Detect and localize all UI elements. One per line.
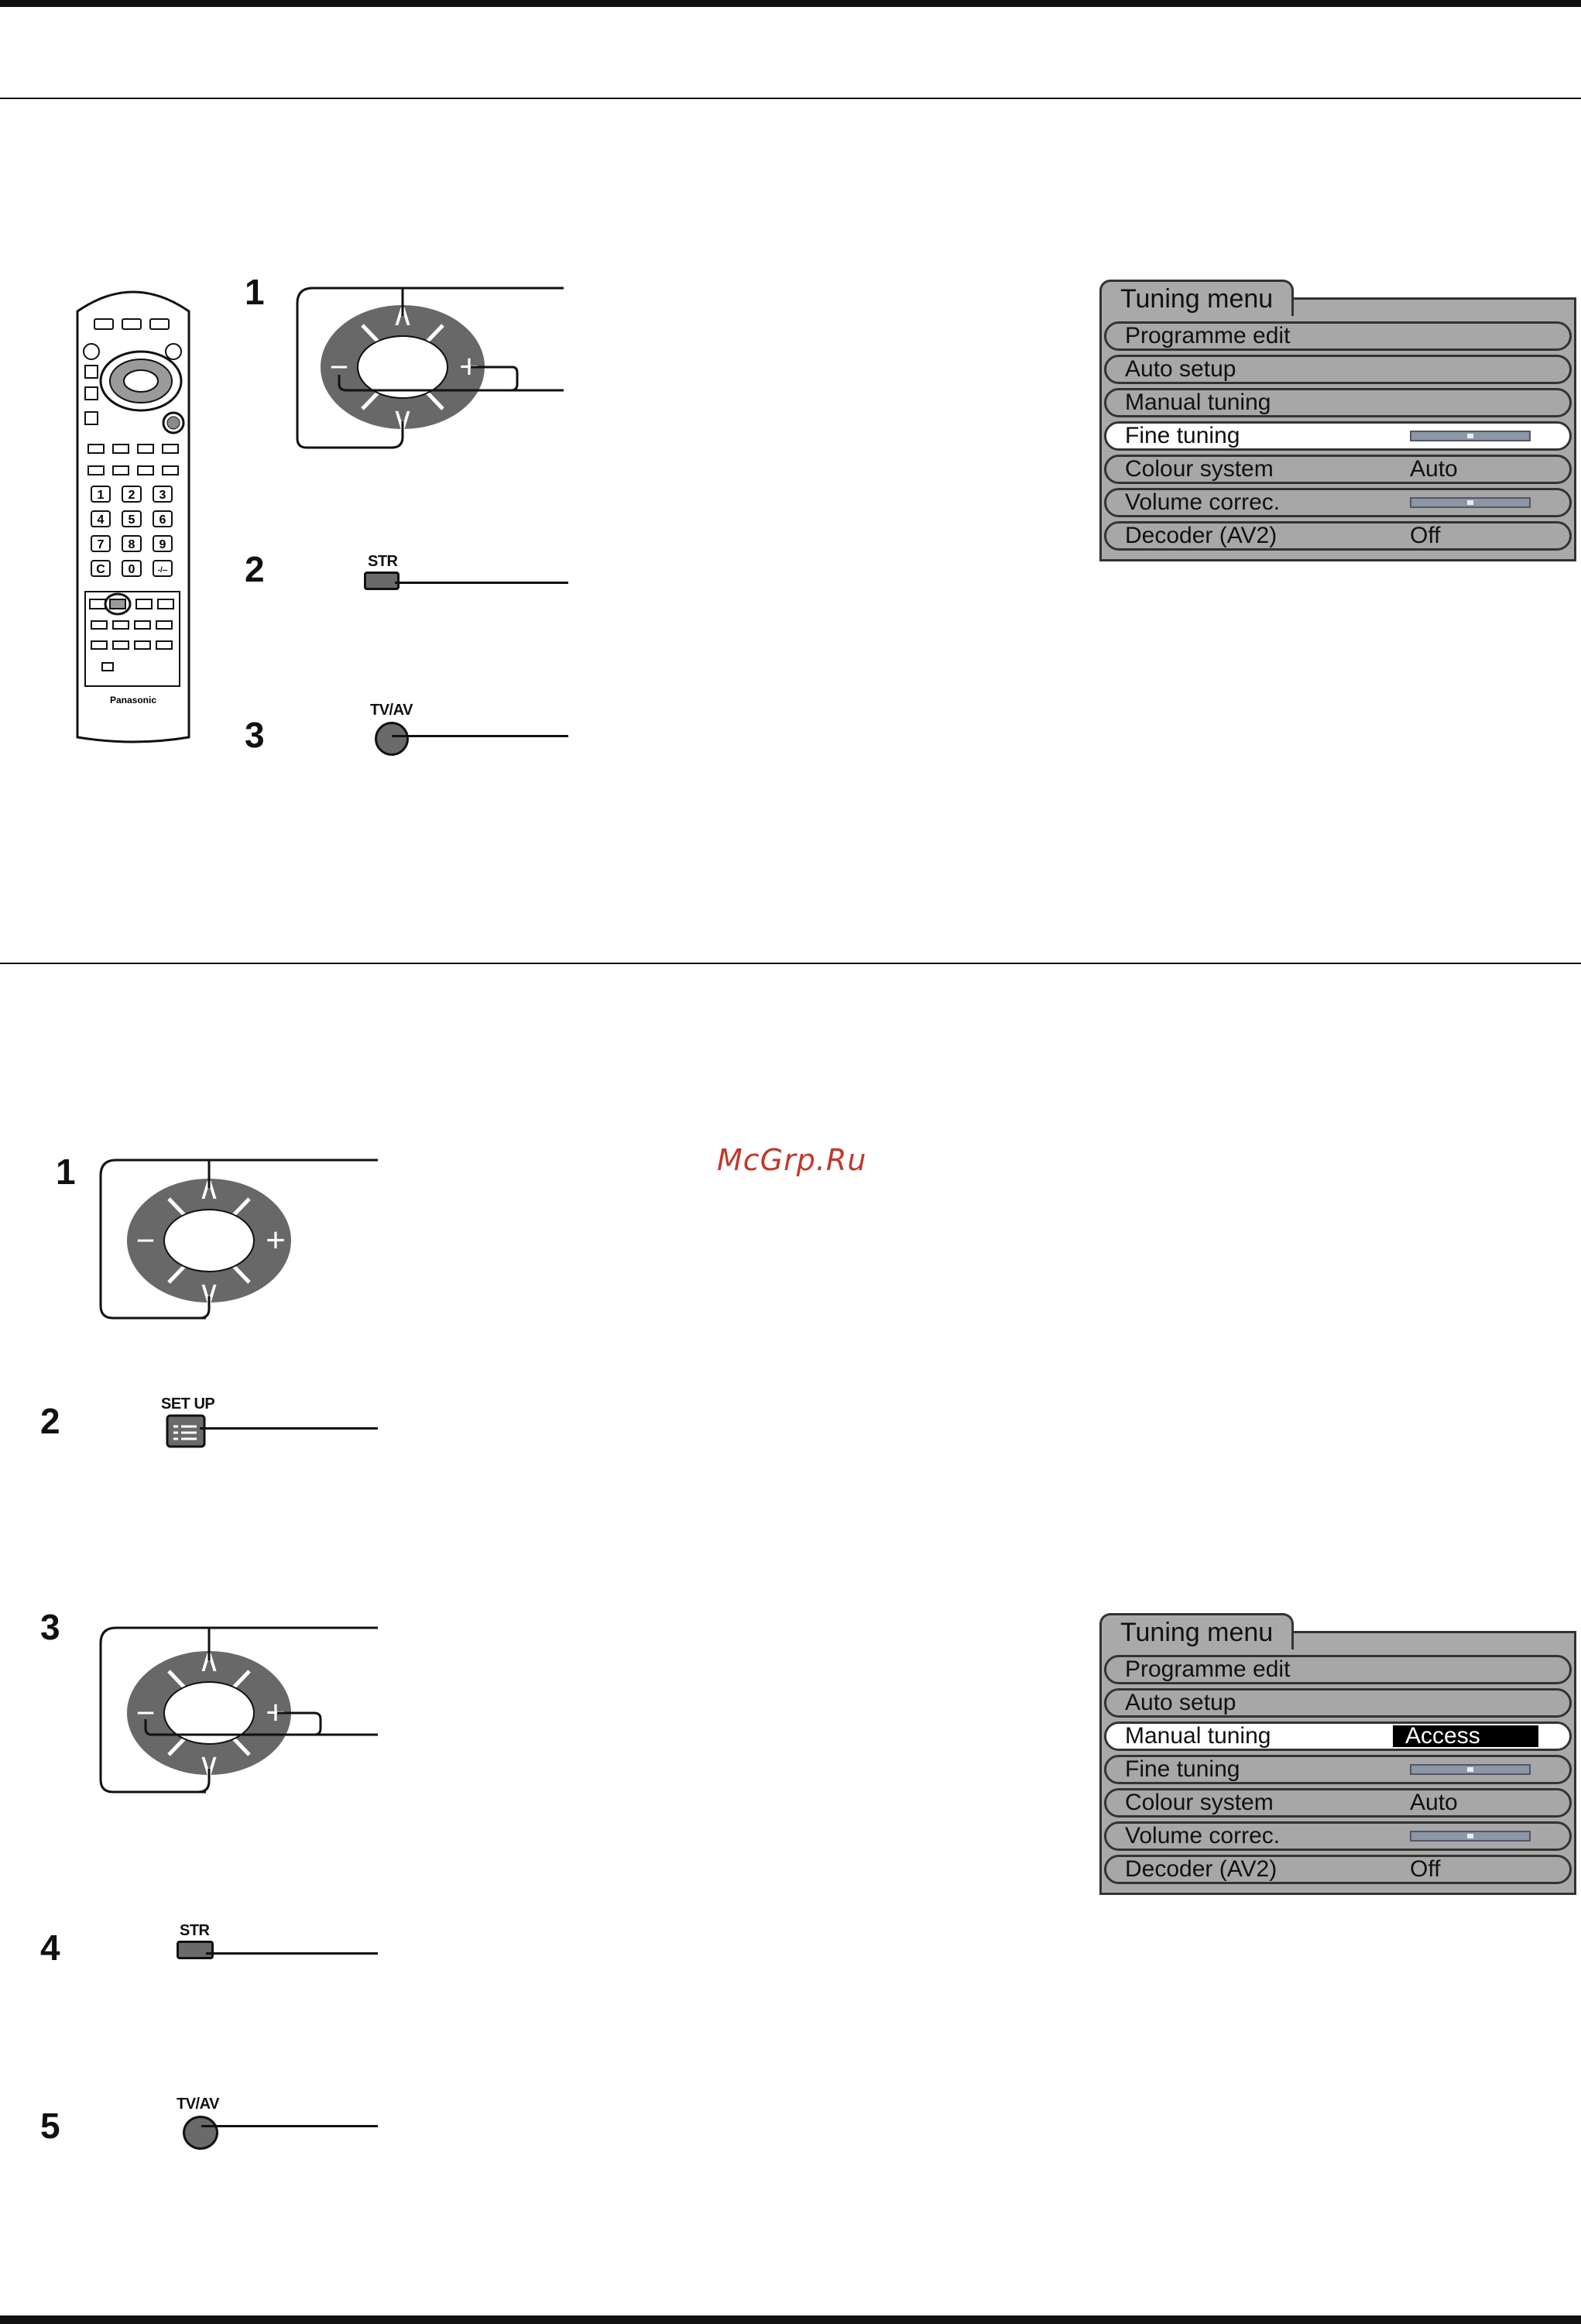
menu-row-label: Fine tuning <box>1125 423 1240 448</box>
tuning-menu-1 <box>1099 284 1576 561</box>
menu-row-label: Decoder (AV2) <box>1125 523 1277 548</box>
cursor-pad-illustration <box>291 282 570 455</box>
numpad-key: 8 <box>128 538 135 551</box>
menu-row-label: Colour system <box>1125 1790 1274 1815</box>
down-arrow-icon: ∨ <box>197 1748 221 1782</box>
minus-icon: − <box>329 348 349 385</box>
step-1-number: 1 <box>56 1152 76 1192</box>
step-1-number: 1 <box>245 272 265 312</box>
str-button <box>177 1941 214 1959</box>
minus-icon: − <box>135 1694 156 1731</box>
plus-icon: + <box>266 1694 286 1732</box>
bottom-rule <box>0 2315 1581 2324</box>
access-highlight: Access <box>1393 1725 1538 1747</box>
watermark: McGrp.Ru <box>717 1143 867 1177</box>
level-indicator <box>1467 1767 1473 1772</box>
menu-row-colour-system[interactable] <box>1104 1788 1572 1818</box>
menu-row-label: Programme edit <box>1125 323 1291 348</box>
menu-row-decoder-av2[interactable] <box>1104 1855 1572 1884</box>
cursor-pad-illustration <box>96 1622 384 1800</box>
plus-icon: + <box>459 348 479 386</box>
menu-row-fine-tuning[interactable] <box>1104 421 1572 451</box>
numpad-key: 1 <box>97 489 105 502</box>
menu-row-decoder-av2[interactable] <box>1104 521 1572 551</box>
level-indicator <box>1467 1834 1473 1838</box>
up-arrow-icon: ∧ <box>197 1172 221 1206</box>
tvav-button <box>183 2116 218 2150</box>
menu-row-value: Off <box>1410 523 1441 548</box>
numpad-key: 2 <box>128 489 135 502</box>
step-3-number: 3 <box>245 715 265 755</box>
menu-row-value: Auto <box>1410 456 1458 482</box>
top-rule <box>0 0 1581 7</box>
menu-row-programme-edit[interactable] <box>1104 321 1572 351</box>
numpad-key: 6 <box>159 513 166 527</box>
menu-row-label: Programme edit <box>1125 1656 1291 1682</box>
step-4-number: 4 <box>40 1928 60 1968</box>
step-2-number: 2 <box>245 549 265 589</box>
menu-row-label: Auto setup <box>1125 356 1236 382</box>
up-arrow-icon: ∧ <box>197 1644 221 1678</box>
menu-title: Tuning menu <box>1099 1613 1294 1649</box>
remote-control-illustration <box>71 280 195 747</box>
up-arrow-icon: ∧ <box>391 298 414 332</box>
remote-brand: Panasonic <box>109 695 157 705</box>
menu-row-label: Auto setup <box>1125 1690 1236 1715</box>
level-indicator <box>1467 500 1473 505</box>
level-bar <box>1410 1764 1531 1775</box>
level-bar <box>1410 497 1531 508</box>
plus-icon: + <box>266 1221 286 1259</box>
setup-button <box>166 1414 207 1450</box>
menu-row-label: Decoder (AV2) <box>1125 1856 1277 1882</box>
menu-row-label: Volume correc. <box>1125 489 1281 515</box>
numpad-key: 9 <box>159 538 166 551</box>
minus-icon: − <box>135 1222 156 1258</box>
setup-leader-line <box>200 1427 378 1430</box>
down-arrow-icon: ∨ <box>197 1275 221 1310</box>
level-indicator <box>1467 434 1473 438</box>
tvav-label: TV/AV <box>177 2096 219 2113</box>
menu-row-label: Manual tuning <box>1125 1723 1271 1749</box>
menu-row-label: Volume correc. <box>1125 1823 1281 1849</box>
level-bar <box>1410 431 1531 441</box>
numpad-key: 7 <box>97 538 105 551</box>
step-3-number: 3 <box>40 1607 60 1647</box>
menu-row-label: Manual tuning <box>1125 390 1271 415</box>
tvav-leader-line <box>201 2125 378 2127</box>
str-button <box>364 572 400 590</box>
menu-row-fine-tuning[interactable] <box>1104 1755 1572 1784</box>
menu-row-auto-setup[interactable] <box>1104 355 1572 384</box>
tuning-menu-2 <box>1099 1618 1576 1895</box>
menu-row-volume-correc[interactable] <box>1104 1821 1572 1851</box>
numpad-key: 3 <box>159 489 166 502</box>
menu-row-manual-tuning[interactable] <box>1104 388 1572 417</box>
str-leader-line <box>206 1952 378 1955</box>
cursor-pad-illustration <box>96 1154 384 1324</box>
numpad-key: -/-- <box>157 566 168 575</box>
str-leader-line <box>395 582 568 584</box>
numpad-key: C <box>96 563 105 576</box>
section-divider <box>0 963 1581 964</box>
menu-row-value: Off <box>1410 1856 1441 1882</box>
step-5-number: 5 <box>40 2106 60 2146</box>
menu-row-colour-system[interactable] <box>1104 455 1572 484</box>
str-label: STR <box>180 1922 210 1939</box>
step-2-number: 2 <box>40 1401 60 1441</box>
tvav-leader-line <box>392 735 568 737</box>
str-label: STR <box>368 553 398 570</box>
menu-row-label: Fine tuning <box>1125 1756 1240 1782</box>
level-bar <box>1410 1831 1531 1842</box>
menu-row-volume-correc[interactable] <box>1104 488 1572 517</box>
numpad-key: 0 <box>128 563 135 576</box>
numpad-key: 4 <box>97 513 105 527</box>
numpad-key: 5 <box>128 513 135 527</box>
menu-row-manual-tuning[interactable] <box>1104 1722 1572 1751</box>
tvav-label: TV/AV <box>370 702 413 719</box>
menu-row-programme-edit[interactable] <box>1104 1655 1572 1684</box>
setup-label: SET UP <box>161 1395 215 1413</box>
tvav-button <box>375 722 409 756</box>
menu-row-auto-setup[interactable] <box>1104 1688 1572 1718</box>
down-arrow-icon: ∨ <box>391 402 414 436</box>
menu-row-label: Colour system <box>1125 456 1274 482</box>
menu-row-value: Auto <box>1410 1790 1458 1815</box>
header-rule <box>0 98 1581 99</box>
menu-title: Tuning menu <box>1099 280 1294 316</box>
